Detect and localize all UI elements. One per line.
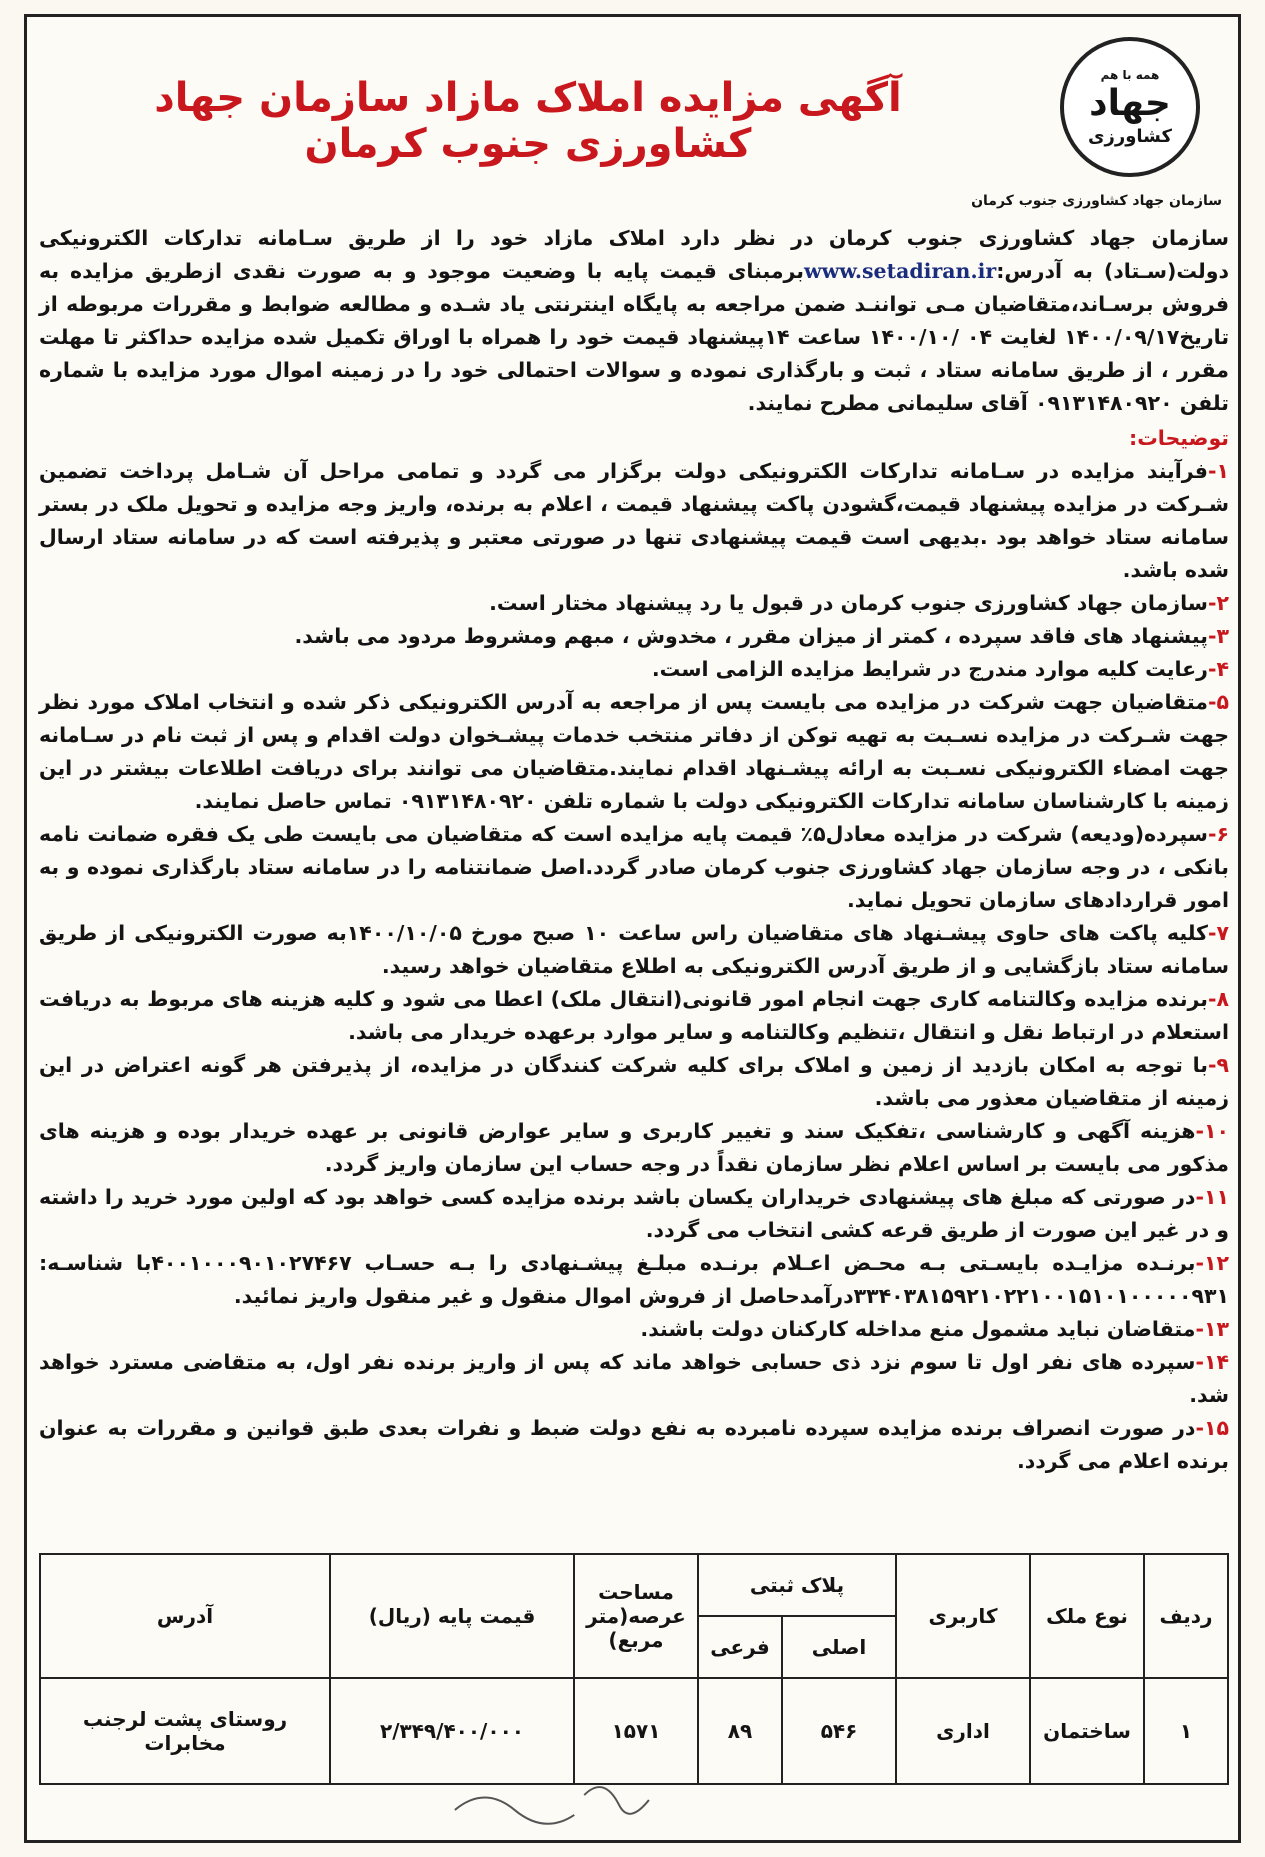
list-item bbox=[39, 818, 1229, 917]
item-number: ۱۴- bbox=[1195, 1350, 1229, 1374]
item-number: ۷- bbox=[1207, 921, 1230, 945]
logo-sub-text: کشاورزی bbox=[1088, 125, 1172, 147]
item-text: در صورت انصراف برنده مزایده سپرده نامبرده به نفع دولت ضبط و نفرات بعدی طبق قوانین و مقررات به عنوان برنده اعلام می گردد. bbox=[39, 1416, 1229, 1473]
col-row: ردیف bbox=[1144, 1554, 1228, 1678]
col-price: قیمت پایه (ریال) bbox=[330, 1554, 574, 1678]
item-text: سازمان جهاد کشاورزی جنوب کرمان در قبول یا رد پیشنهاد مختار است. bbox=[489, 591, 1208, 615]
cell-plate-sub: ۸۹ bbox=[698, 1678, 782, 1784]
col-plate-main: اصلی bbox=[782, 1616, 896, 1678]
list-item bbox=[39, 917, 1229, 983]
cell-row: ۱ bbox=[1144, 1678, 1228, 1784]
item-number: ۴- bbox=[1207, 657, 1229, 681]
item-text: سپرده(ودیعه) شرکت در مزایده معادل۵٪ قیمت پایه مزایده است که متقاضیان می بایست طی یک فقره ضمانت نامه بانکی ، در وجه سازمان جهاد کشاورزی جنوب کرمان صادر گردد.اصل ضمانتنامه را در سامانه ستاد بارگذاری نموده و به امور قراردادهای سازمان تحویل نماید. bbox=[39, 822, 1229, 912]
item-text: کلیه پاکت های حاوی پیشـنهاد های متقاضیان راس ساعت ۱۰ صبح مورخ ۱۴۰۰/۱۰/۰۵به صورت الکترونیکی از طریق سامانه ستاد بازگشایی و از طریق آدرس الکترونیکی به اطلاع متقاضیان خواهد رسید. bbox=[39, 921, 1229, 978]
table-header-row bbox=[40, 1554, 1228, 1616]
list-item bbox=[39, 587, 1229, 620]
list-item bbox=[39, 653, 1229, 686]
item-number: ۱۳- bbox=[1195, 1317, 1229, 1341]
col-address: آدرس bbox=[40, 1554, 330, 1678]
item-number: ۱۵- bbox=[1195, 1416, 1229, 1440]
intro-paragraph bbox=[39, 222, 1229, 420]
cell-price: ۲/۳۴۹/۴۰۰/۰۰۰ bbox=[330, 1678, 574, 1784]
item-number: ۱۰- bbox=[1195, 1119, 1229, 1143]
organization-logo bbox=[1060, 37, 1200, 177]
intro-text-1: سازمان جهاد کشاورزی جنوب کرمان در نظر دارد املاک مازاد خود را از طریق سـامانه تدارکات الکترونیکی دولت(سـتاد) به آدرس: bbox=[39, 226, 1230, 283]
property-table-container bbox=[39, 1553, 1229, 1785]
item-text: با توجه به امکان بازدید از زمین و املاک برای کلیه شرکت کنندگان در مزایده، از پذیرفتن هر گونه اعتراض در این زمینه از متقاضیان معذور می باشد. bbox=[39, 1053, 1229, 1110]
list-item bbox=[39, 620, 1229, 653]
item-number: ۹- bbox=[1207, 1053, 1229, 1077]
item-text: متقاضان نباید مشمول منع مداخله کارکنان دولت باشند. bbox=[640, 1317, 1196, 1341]
cell-usage: اداری bbox=[896, 1678, 1030, 1784]
list-item bbox=[39, 1247, 1229, 1313]
item-text: پیشنهاد های فاقد سپرده ، کمتر از میزان مقرر ، مخدوش ، مبهم ومشروط مردود می باشد. bbox=[294, 624, 1208, 648]
cell-plate-main: ۵۴۶ bbox=[782, 1678, 896, 1784]
list-item bbox=[39, 1049, 1229, 1115]
notice-body bbox=[39, 222, 1229, 1478]
item-text: برنده مزایده وکالتنامه کاری جهت انجام امور قانونی(انتقال ملک) اعطا می شود و کلیه هزینه های مربوط به دریافت استعلام در ارتباط نقل و انتقال ،تنظیم وکالتنامه و سایر موارد برعهده خریدار می باشد. bbox=[39, 987, 1229, 1044]
advertisement-page bbox=[24, 14, 1241, 1843]
item-number: ۳- bbox=[1207, 624, 1229, 648]
item-number: ۸- bbox=[1207, 987, 1229, 1011]
item-text: هزینه آگهی و کارشناسی ،تفکیک سند و تغییر کاربری و سایر عوارض قانونی بر عهده خریدار بوده و هزینه های مذکور می بایست بر اساس اعلام نظر سازمان نقداً در وجه حساب این سازمان واریز گردد. bbox=[39, 1119, 1229, 1176]
col-type: نوع ملک bbox=[1030, 1554, 1144, 1678]
notes-list bbox=[39, 455, 1229, 1478]
item-number: ۱۲- bbox=[1195, 1251, 1229, 1275]
item-text: سپرده های نفر اول تا سوم نزد ذی حسابی خواهد ماند که پس از واریز برنده نفر اول، به متقاضی مسترد خواهد شد. bbox=[39, 1350, 1229, 1407]
cell-area: ۱۵۷۱ bbox=[574, 1678, 698, 1784]
item-number: ۲- bbox=[1207, 591, 1229, 615]
list-item bbox=[39, 455, 1229, 587]
list-item bbox=[39, 983, 1229, 1049]
item-text: متقاضیان جهت شرکت در مزایده می بایست پس از مراجعه به آدرس الکترونیکی ذکر شده و انتخاب املاک مورد نظر جهت شـرکت در مزایده نسـبت به تهیه توکن از دفاتر منتخب خدمات پیشـخوان دولت اقدام و پس از ثبت نام در سـامانه جهت امضاء الکترونیکی نسـبت به ارائه پیشـنهاد اقدام نمایند.متقاضیان می توانند برای دریافت اطلاعات بیشتر در این زمینه با کارشناسان سامانه تدارکات الکترونیکی دولت با شماره تلفن ۰۹۱۳۱۴۸۰۹۲۰ تماس حاصل نمایند. bbox=[39, 690, 1229, 813]
col-usage: کاربری bbox=[896, 1554, 1030, 1678]
intro-text-2: برمبنای قیمت پایه با وضعیت موجود و به صورت نقدی ازطریق مزایده به فروش برسـاند،متقاضیان مـی تواننـد ضمن مراجعه به پایگاه اینترنتی یاد شـده و مطالعه ضوابط و مقررات مربوطه از تاریخ۱۴۰۰/۰۹/۱۷ لغایت ۰۴ /۱۴۰۰/۱۰ ساعت ۱۴پیشنهاد قیمت خود را همراه با اوراق تکمیل شده مزایده حداکثر تا مهلت مقرر ، از طریق سامانه ستاد ، ثبت و بارگذاری نموده و سوالات احتمالی خود را در زمینه اموال مورد مزایده با شماره تلفن ۰۹۱۳۱۴۸۰۹۲۰ آقای سلیمانی مطرح نمایند. bbox=[39, 259, 1230, 415]
item-text: برنـده مزایـده بایسـتی بـه محـض اعـلام برنـده مبلـغ پیشـنهادی را بـه حسـاب ۴۰۰۱۰۰۰۹۰۱۰۲۷۴۶۷با شناسـه: ۳۳۴۰۳۸۱۵۹۲۱۰۲۲۱۰۰۱۵۱۰۱۰۰۰۰۰۹۳۱درآمدحاصل از فروش اموال منقول و غیر منقول واریز نمائید. bbox=[39, 1251, 1229, 1308]
cell-type: ساختمان bbox=[1030, 1678, 1144, 1784]
item-text: رعایت کلیه موارد مندرج در شرایط مزایده الزامی است. bbox=[651, 657, 1208, 681]
logo-main-text: جهاد bbox=[1089, 82, 1171, 124]
item-number: ۶- bbox=[1207, 822, 1229, 846]
list-item bbox=[39, 686, 1229, 818]
list-item bbox=[39, 1115, 1229, 1181]
page-title: آگهی مزایده املاک مازاد سازمان جهاد کشاورزی جنوب کرمان bbox=[154, 75, 902, 167]
item-number: ۱- bbox=[1207, 459, 1229, 483]
website-link[interactable]: www.setadiran.ir bbox=[804, 259, 997, 283]
col-plate: پلاک ثبتی bbox=[698, 1554, 896, 1616]
item-text: در صورتی که مبلغ های پیشنهادی خریداران یکسان باشد برنده مزایده کسی خواهد بود که اولین مورد خرید را داشته و در غیر این صورت از طریق قرعه کشی انتخاب می گردد. bbox=[39, 1185, 1229, 1242]
handwritten-signature bbox=[27, 1760, 1238, 1840]
notes-heading: توضیحات: bbox=[1129, 426, 1229, 450]
item-text: فرآیند مزایده در سـامانه تدارکات الکترونیکی دولت برگزار می گردد و تمامی مراحل آن شـامل پرداخت تضمین شـرکت در مزایده پیشنهاد قیمت،گشودن پاکت پیشنهاد قیمت ، اعلام به برنده، واریز وجه مزایده و تحویل ملک در بستر سامانه ستاد خواهد بود .بدیهی است قیمت پیشنهادی تنها در صورتی معتبر و پذیرفته است که در سامانه ستاد ارسال شده باشد. bbox=[39, 459, 1229, 582]
logo-slogan: همه با هم bbox=[1100, 67, 1160, 82]
list-item bbox=[39, 1412, 1229, 1478]
logo-caption: سازمان جهاد کشاورزی جنوب کرمان bbox=[971, 193, 1222, 209]
property-table bbox=[39, 1553, 1229, 1785]
item-number: ۵- bbox=[1207, 690, 1229, 714]
cell-address: روستای پشت لرجنب مخابرات bbox=[40, 1678, 330, 1784]
header bbox=[27, 17, 1238, 217]
col-area: مساحت عرصه(متر مربع) bbox=[574, 1554, 698, 1678]
list-item bbox=[39, 1181, 1229, 1247]
item-number: ۱۱- bbox=[1195, 1185, 1229, 1209]
col-plate-sub: فرعی bbox=[698, 1616, 782, 1678]
list-item bbox=[39, 1313, 1229, 1346]
list-item bbox=[39, 1346, 1229, 1412]
